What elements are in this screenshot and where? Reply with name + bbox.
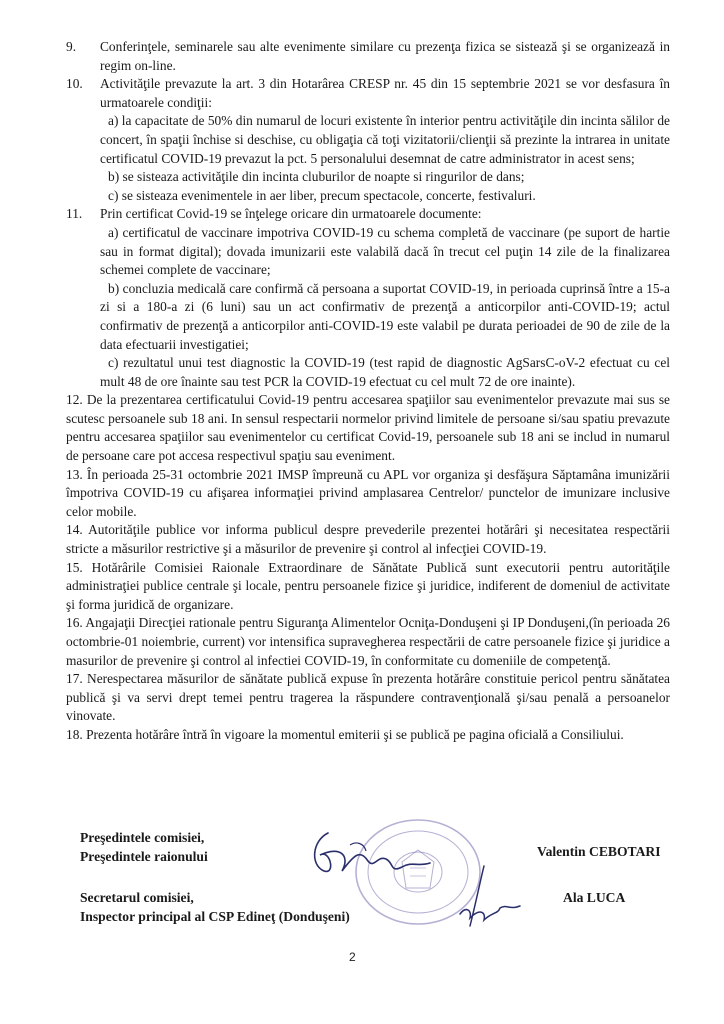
sub-item-10a: a) la capacitate de 50% din numarul de locuri existente în interior pentru activităţile din incinta sălilor de concert, în spaţii închise si deschise, cu obligaţia că toţi vizitatorii/clienţii să prezinte la intrarea in unitate certificatul COVID-19 prevazut la pct. 5 personalului desemnat de catre administrator in acest sens; [100,113,670,166]
document-body [66,38,670,745]
president-name: Valentin CEBOTARI [537,844,661,859]
paragraph-17: 17. Nerespectarea măsurilor de sănătate publică expuse în prezenta hotărâre constituie pericol pentru sănătatea publică şi va servi drept temei pentru tragerea la răspundere contravenţională şi/sau penală a persoanelor vinovate. [66,671,670,724]
sub-item-11b: b) concluzia medicală care confirmă că persoana a suportat COVID-19, in perioada cuprinsă între a 15-a zi si a 180-a zi (6 luni) sau un act confirmativ de prezenţă a anticorpilor anti-COVID-19; actul confirmativ de prezenţă a anticorpilor anti-COVID-19 este valabil pe durata perioadei de 90 de zile de la data efectuarii investigatiei; [100,280,670,352]
paragraph-14: 14. Autorităţile publice vor informa publicul despre prevederile prezentei hotărâri şi necesitatea respectării stricte a măsurilor restrictive şi a măsurilor de prevenire şi control al infecţiei COVID-19. [66,522,670,557]
item-9 [66,38,670,75]
paragraph-18: 18. Prezenta hotărâre întră în vigoare la momentul emiterii şi se publică pe pagina oficială a Consiliului. [66,726,624,742]
item-number: 11. [66,206,83,222]
president-title: Preşedintele comisiei, [80,830,205,845]
item-number: 10. [66,76,83,92]
item-11 [66,205,670,224]
sub-item-10b: b) se sisteaza activităţile din incinta cluburilor de noapte si ringurilor de dans; [108,169,525,185]
sub-item-11a: a) certificatul de vaccinare impotriva COVID-19 cu schema completă de vaccinare (pe suport de hartie sau in format digital); dovada imunizarii este valabilă dacă în trecut cel puţin 14 zile de la finalizarea schemei complete de vaccinare; [100,224,670,278]
item-10 [66,75,670,112]
item-11-subs [66,224,670,391]
signature-president-icon [290,815,450,895]
item-text: Activităţile prevazute la art. 3 din Hotarârea CRESP nr. 45 din 15 septembrie 2021 se vor desfasura în urmatoarele condiţii: [100,76,670,110]
paragraph-12: 12. De la prezentarea certificatului Covid-19 pentru accesarea spaţiilor sau evenimentelor prevazute mai sus se scutesc persoanele sub 18 ani. In sensul respectarii normelor privind limitele de persoane si/sau spatiu prevazute pentru accesarea spaţiilor sau evenimentelor cu certificat Covid-19, persoanele sub 18 ani se includ in numarul de persoane care pot accesa respectivul spaţiu sau eveniment. [66,392,670,464]
sub-item-10c: c) se sisteaza evenimentele in aer liber, precum spectacole, concerte, festivaluri. [108,187,536,203]
item-text: Prin certificat Covid-19 se înţelege oricare din urmatoarele documente: [100,206,482,222]
secretary-role: Inspector principal al CSP Edineţ (Donduşeni) [80,909,350,924]
secretary-title: Secretarul comisiei, [80,890,194,905]
paragraph-13: 13. În perioada 25-31 octombrie 2021 IMSP împreună cu APL vor organiza şi desfăşura Săptamâna imunizării împotriva COVID-19 cu afişarea informaţiei privind amplasarea Centrelor/ punctelor de imunizare inclusive celor mobile. [66,466,670,519]
item-10-subs [66,112,670,205]
secretary-name: Ala LUCA [563,890,626,905]
paragraph-15: 15. Hotărârile Comisiei Raionale Extraordinare de Sănătate Publică sunt executorii pentru autorităţile administraţiei publice centrale şi locale, pentru persoanele fizice şi juridice, indiferent de domeniul de activitate şi forma juridică de organizare. [66,559,670,612]
president-role: Preşedintele raionului [80,849,208,864]
signature-secretary-icon [440,862,530,932]
item-text: Conferinţele, seminarele sau alte evenimente similare cu prezenţa fizica se sistează şi se organizează in regim on-line. [100,39,670,73]
paragraph-16: 16. Angajaţii Direcţiei rationale pentru Siguranţa Alimentelor Ocniţa-Donduşeni şi IP Donduşeni,(în perioada 26 octombrie-01 noiembrie, current) vor intensifica supravegherea respectării de catre persoanele fizice şi juridice a masurilor de prevenire şi control al infectiei COVID-19, în conformitate cu domeniile de competenţă. [66,615,670,668]
item-number: 9. [66,39,77,54]
page-number: 2 [349,950,356,964]
sub-item-11c: c) rezultatul unui test diagnostic la COVID-19 (test rapid de diagnostic AgSarsC-oV-2 efectuat cu cel mult 48 de ore înainte sau test PCR la COVID-19 efectuat cu cel mult 72 de ore inainte). [100,355,670,389]
